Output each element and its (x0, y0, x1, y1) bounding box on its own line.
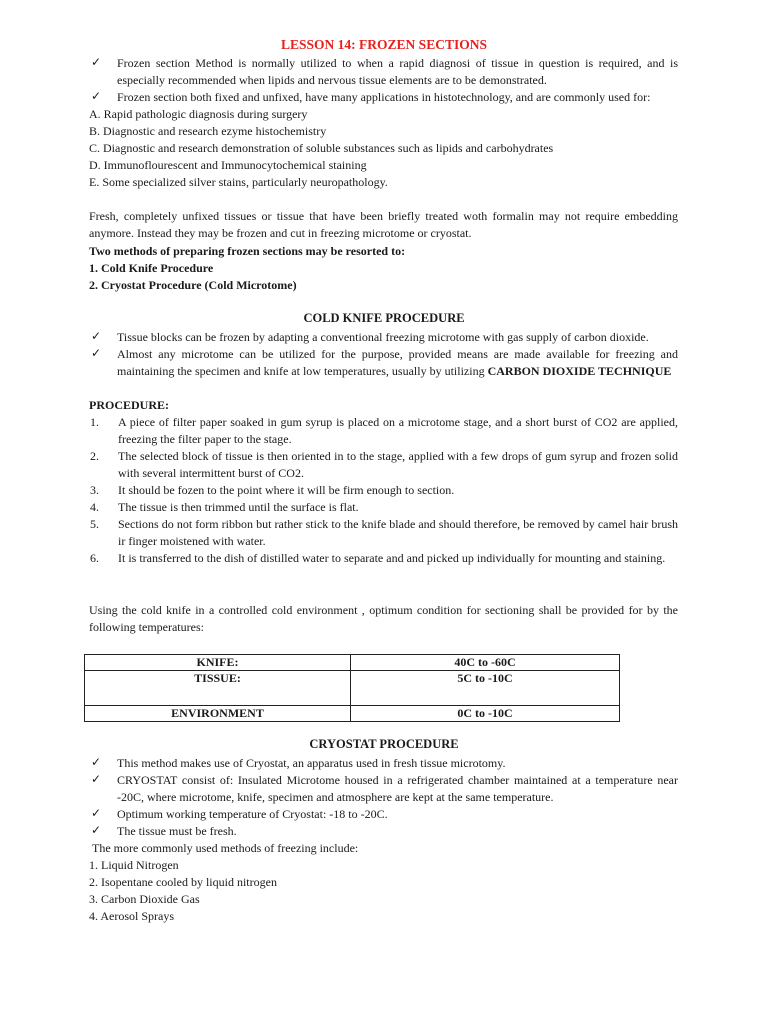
use-item: D. Immunoflourescent and Immunocytochemical staining (89, 158, 367, 172)
temp-value-cell: 0C to -10C (351, 706, 620, 722)
intro-bullet-1: Frozen section Method is normally utilized to when a rapid diagnosi of tissue in question is required, and is especially recommended when lipids and nervous tissue elements are to be demonstrated. (117, 56, 678, 87)
use-item: B. Diagnostic and research ezyme histochemistry (89, 124, 327, 138)
bullet-text: Almost any microtome can be utilized for the purpose, provided means are made available for freezing and maintaining the specimen and knife at low temperatures, usually by utilizing (117, 347, 678, 378)
freezing-method: 4. Aerosol Sprays (89, 909, 174, 923)
use-item: E. Some specialized silver stains, particularly neuropathology. (89, 175, 388, 189)
cryostat-bullet: The tissue must be fresh. (117, 824, 237, 838)
procedure-step: The tissue is then trimmed until the surface is flat. (118, 500, 359, 514)
temp-value-cell: 40C to -60C (351, 655, 620, 671)
check-icon: ✓ (91, 329, 102, 343)
step-number: 3. (90, 483, 99, 497)
cryostat-bullet: This method makes use of Cryostat, an apparatus used in fresh tissue microtomy. (117, 756, 506, 770)
temp-label-cell: TISSUE: (85, 671, 351, 706)
lesson-title: LESSON 14: FROZEN SECTIONS (281, 37, 487, 52)
cold-knife-heading: COLD KNIFE PROCEDURE (303, 311, 465, 325)
temp-label-cell: KNIFE: (85, 655, 351, 671)
cryostat-bullet: Optimum working temperature of Cryostat: -18 to -20C. (117, 807, 388, 821)
use-item: A. Rapid pathologic diagnosis during surgery (89, 107, 308, 121)
check-icon: ✓ (91, 55, 102, 69)
check-icon: ✓ (91, 772, 102, 786)
temperature-table (84, 654, 620, 722)
freezing-method: 3. Carbon Dioxide Gas (89, 892, 200, 906)
fresh-tissue-paragraph: Fresh, completely unfixed tissues or tissue that have been briefly treated woth formalin may not require embedding anymore. Instead they may be frozen and cut in freezing microtome or cryostat. (89, 209, 678, 240)
table-row (85, 706, 620, 722)
cold-knife-bullet-2 (117, 346, 678, 380)
step-number: 5. (90, 517, 99, 531)
temp-label-cell: ENVIRONMENT (85, 706, 351, 722)
cold-knife-bullet-1: Tissue blocks can be frozen by adapting a conventional freezing microtome with gas supply of carbon dioxide. (117, 330, 649, 344)
procedure-step: A piece of filter paper soaked in gum syrup is placed on a microtome stage, and a short burst of CO2 are applied, freezing the filter paper to the stage. (118, 415, 678, 446)
procedure-label: PROCEDURE: (89, 398, 169, 412)
temperature-paragraph: Using the cold knife in a controlled cold environment , optimum condition for sectioning shall be provided for by the following temperatures: (89, 603, 678, 634)
procedure-step: Sections do not form ribbon but rather stick to the knife blade and should therefore, be removed by camel hair brush ir finger moistened with water. (118, 517, 678, 548)
cryostat-bullet: CRYOSTAT consist of: Insulated Microtome housed in a refrigerated chamber maintained at a temperature near -20C, where microtome, knife, specimen and atmosphere are kept at the same temperature. (117, 773, 678, 804)
check-icon: ✓ (91, 823, 102, 837)
carbon-dioxide-technique: CARBON DIOXIDE TECHNIQUE (487, 364, 672, 378)
step-number: 6. (90, 551, 99, 565)
method-item: 2. Cryostat Procedure (Cold Microtome) (89, 278, 297, 292)
check-icon: ✓ (91, 89, 102, 103)
intro-bullet-2: Frozen section both fixed and unfixed, have many applications in histotechnology, and are commonly used for: (117, 90, 651, 104)
cryostat-heading: CRYOSTAT PROCEDURE (309, 737, 459, 751)
check-icon: ✓ (91, 346, 102, 360)
procedure-step: The selected block of tissue is then oriented in to the stage, applied with a few drops of gum syrup and frozen solid with several intermittent burst of CO2. (118, 449, 678, 480)
step-number: 4. (90, 500, 99, 514)
step-number: 1. (90, 415, 99, 429)
step-number: 2. (90, 449, 99, 463)
temp-value-cell: 5C to -10C (351, 671, 620, 706)
table-row (85, 671, 620, 706)
freezing-method: 1. Liquid Nitrogen (89, 858, 179, 872)
use-item: C. Diagnostic and research demonstration of soluble substances such as lipids and carbohydrates (89, 141, 554, 155)
check-icon: ✓ (91, 755, 102, 769)
freezing-intro: The more commonly used methods of freezing include: (92, 841, 359, 855)
procedure-step: It is transferred to the dish of distilled water to separate and and picked up individually for mounting and staining. (118, 551, 666, 565)
method-item: 1. Cold Knife Procedure (89, 261, 214, 275)
table-row (85, 655, 620, 671)
check-icon: ✓ (91, 806, 102, 820)
methods-intro: Two methods of preparing frozen sections may be resorted to: (89, 244, 406, 258)
freezing-method: 2. Isopentane cooled by liquid nitrogen (89, 875, 277, 889)
procedure-step: It should be fozen to the point where it will be firm enough to section. (118, 483, 455, 497)
